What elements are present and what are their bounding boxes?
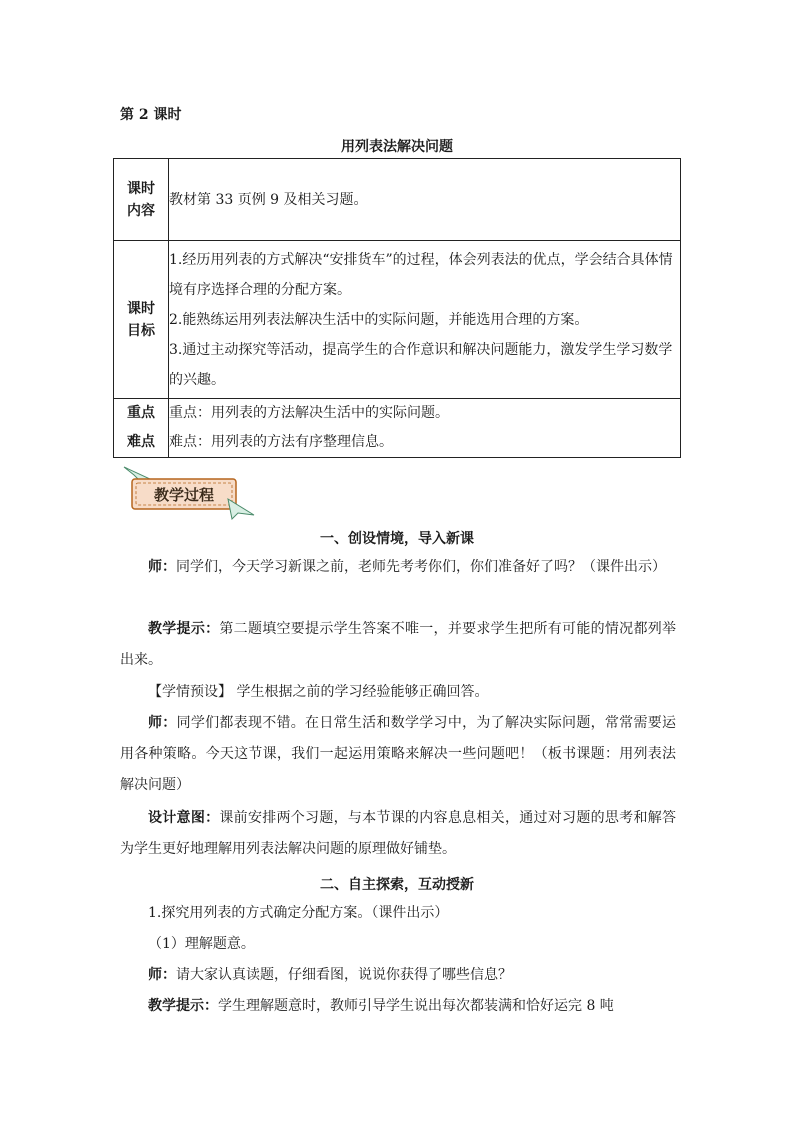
paragraph bbox=[120, 803, 676, 865]
content-text-cell: 教材第 33 页例 9 及相关习题。 bbox=[169, 159, 681, 241]
teaching-process-badge bbox=[120, 465, 260, 521]
teaching-tip-label: 教学提示： bbox=[148, 998, 218, 1014]
goal-label-line-2: 目标 bbox=[127, 322, 155, 339]
lesson-title: 用列表法解决问题 bbox=[341, 139, 453, 155]
paragraph-text: 同学们，今天学习新课之前，老师先考考你们，你们准备好了吗？（课件出示） bbox=[176, 559, 666, 575]
speaker-label: 师： bbox=[148, 715, 177, 731]
section-heading-1: 一、创设情境，导入新课 bbox=[320, 531, 474, 547]
key-label-line-2: 难点 bbox=[127, 434, 155, 450]
paragraph bbox=[120, 552, 676, 583]
paragraph bbox=[120, 708, 676, 801]
paragraph: （1）理解题意。 bbox=[148, 936, 255, 952]
paragraph-text: 课前安排两个习题，与本节课的内容息息相关，通过对习题的思考和解答为学生更好地理解用列表法解决问题的原理做好铺垫。 bbox=[120, 810, 676, 857]
content-label-line-1: 课时 bbox=[127, 180, 155, 197]
paragraph bbox=[120, 991, 676, 1022]
paper-plane-icon bbox=[228, 499, 254, 519]
goal-label-line-1: 课时 bbox=[127, 300, 155, 317]
goal-item-1: 1.经历用列表的方式解决“安排货车”的过程，体会列表法的优点，学会结合具体情境有序选择合理的分配方案。 bbox=[169, 251, 673, 298]
design-intent-label: 设计意图： bbox=[148, 810, 220, 826]
table-row bbox=[114, 399, 681, 458]
teaching-tip-label: 教学提示： bbox=[148, 621, 220, 637]
lesson-plan-table bbox=[113, 158, 681, 458]
preview-label: 【学情预设】 bbox=[148, 684, 232, 700]
content-label-line-2: 内容 bbox=[127, 202, 155, 219]
table-row bbox=[114, 241, 681, 399]
speaker-label: 师： bbox=[148, 967, 176, 983]
paragraph: 1.探究用列表的方式确定分配方案。（课件出示） bbox=[148, 905, 449, 921]
key-text-cell bbox=[169, 399, 681, 458]
paragraph-text: 学生理解题意时，教师引导学生说出每次都装满和恰好运完 8 吨 bbox=[218, 998, 614, 1014]
key-header-cell bbox=[114, 399, 169, 458]
section-heading-2: 二、自主探索，互动授新 bbox=[320, 877, 474, 893]
goal-item-3: 3.通过主动探究等活动，提高学生的合作意识和解决问题能力，激发学生学习数学的兴趣。 bbox=[169, 341, 673, 388]
paragraph-text: 学生根据之前的学习经验能够正确回答。 bbox=[232, 684, 489, 700]
speaker-label: 师： bbox=[148, 559, 176, 575]
key-point-text: 重点：用列表的方法解决生活中的实际问题。 bbox=[169, 405, 449, 421]
paragraph bbox=[120, 677, 676, 708]
paragraph bbox=[120, 614, 676, 676]
table-row bbox=[114, 159, 681, 241]
lesson-number: 第 2 课时 bbox=[120, 107, 182, 123]
paragraph-text: 请大家认真读题，仔细看图，说说你获得了哪些信息？ bbox=[176, 967, 512, 983]
goal-item-2: 2.能熟练运用列表法解决生活中的实际问题，并能选用合理的方案。 bbox=[169, 311, 589, 328]
difficult-point-text: 难点：用列表的方法有序整理信息。 bbox=[169, 434, 393, 450]
key-label-line-1: 重点 bbox=[127, 405, 155, 421]
paragraph bbox=[120, 960, 676, 991]
goal-text-cell bbox=[169, 241, 681, 399]
badge-label: 教学过程 bbox=[153, 486, 215, 504]
content-header-cell bbox=[114, 159, 169, 241]
paragraph-text: 同学们都表现不错。在日常生活和数学学习中，为了解决实际问题，常常需要运用各种策略。今天这节课，我们一起运用策略来解决一些问题吧！（板书课题：用列表法解决问题） bbox=[120, 715, 677, 793]
goal-header-cell bbox=[114, 241, 169, 399]
paragraph-text: 第二题填空要提示学生答案不唯一，并要求学生把所有可能的情况都列举出来。 bbox=[120, 621, 676, 668]
